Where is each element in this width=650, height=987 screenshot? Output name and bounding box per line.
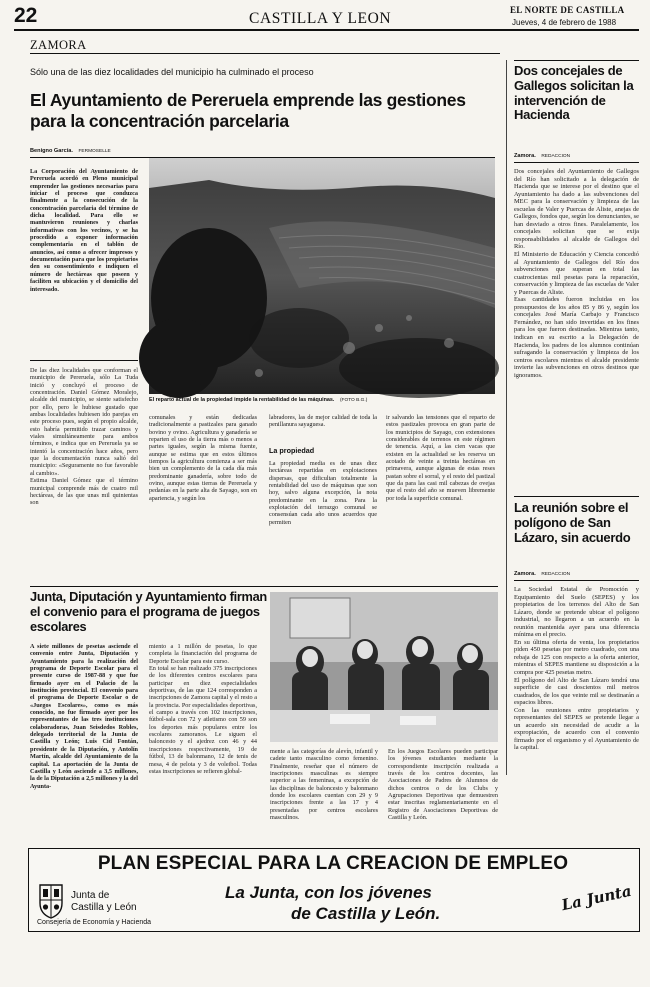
- lazaro-byline: [514, 571, 570, 577]
- logo-text-line2: Castilla y León: [71, 902, 137, 913]
- ad-department: Consejería de Economía y Hacienda: [37, 919, 152, 926]
- junta-body-col4: En los Juegos Escolares pueden participar los jóvenes estudiantes mediante la correspondiente inscripción realizada a través de los centros docentes, las Asociaciones de Padres de Alumnos de dichos centros o de los Clubs y Agrupaciones Deportivas que demuestren estar inscritas reglamentariamente en el Registro de Asociaciones Deportivas de Castilla y León.: [388, 748, 498, 822]
- gallegos-byline-place: Zamora.: [514, 153, 536, 159]
- page-number: 22: [14, 4, 38, 27]
- gallegos-byline-rule: [514, 162, 639, 163]
- zamora-rule: [30, 53, 500, 54]
- gallegos-byline: [514, 153, 570, 159]
- byline-place: FERMOSELLE: [78, 149, 111, 154]
- junta-body-col3: mente a las categorías de alevín, infantil y cadete tanto masculino como femenino. Finalmente, reseñar que el número de inscripciones masculinas es siempre superior a las femeninas, a excepción de las disciplinas de baloncesto y balonmano donde los escolares cuentan con 29 y 9 inscripciones frente a las 17 y 4 presentadas por centros escolares masculinos.: [270, 748, 378, 822]
- photo-credit: (FOTO B.G.): [339, 398, 368, 403]
- ad-slogan-line2: de Castilla y León.: [291, 904, 441, 923]
- gallegos-top-rule: [514, 60, 639, 61]
- junta-headline: Junta, Diputación y Ayuntamiento firman el convenio para el programa de juegos escolares: [30, 589, 267, 634]
- pereruela-byline: [30, 148, 230, 154]
- header-rule: [14, 29, 639, 31]
- lazaro-byline-rule: [514, 580, 639, 581]
- pereruela-lead: La Corporación del Ayuntamiento de Pereruela acordó en Pleno municipal emprender las gestiones necesarias para iniciar el proceso que conduzca finalmente a la consecución de la concentración parcelaria del término de dicha localidad. Para ello se mantuvieron reuniones y charlas informativas con los vecinos, y se ha procedido a exponer información complementaria en el tablón de anuncios, así como a ofrecer impresos y documentación para que los propietarios den su consentimiento e indiquen el número de hectáreas que poseen y faciliten su ubicación y el domicilio del interesado.: [30, 168, 138, 293]
- zamora-label: ZAMORA: [30, 38, 87, 52]
- coat-of-arms-icon: [37, 881, 65, 919]
- right-column-divider: [506, 60, 507, 775]
- gallegos-body: Dos concejales del Ayuntamiento de Gallegos del Río han solicitado a la delegación de Hacienda que se interese por el destino que el Ayuntamiento ha dado a las subvenciones del MEC para la conservación y limpieza de las escuelas de Valer y Puercas de Aliste, anejas de Gallegos, fondos que, según los denunciantes, se han desviado a otros fines. Paralelamente, los concejales solicitan que se exija responsabilidades al alcalde de Gallegos del Río. El Ministerio de Educación y Ciencia concedió al Ayuntamiento de Gallegos del Río dos subvenciones que superan en total las cuatrocientas mil pesetas para la reparación, conservación y limpieza de las escuelas de Valer y Puercas de Aliste. Esas cantidades fueron incluidas en los presupuestos de los años 85 y 86 y, según los concejales José María Carbajo y Francisco Fernández, no han sido invertidas en los fines para los que fueron destinadas. Mientras tanto, indican en su escrito a la Delegación de Hacienda, los padres de los alumnos continúan sufragando la conservación y limpieza de los centros escolares mientras el alcalde presidente invierte las subvenciones en otros destinos que ignoramos.: [514, 168, 639, 379]
- signing-photo-image: [270, 592, 498, 742]
- ad-slogan-line1: La Junta, con los jóvenes: [225, 883, 432, 902]
- field-photo: [149, 158, 495, 394]
- pereruela-body-col3b: La propiedad media es de unas diez hectáreas repartidas en explotaciones dispersas, que dificultan totalmente la rentabilidad del uso de máquinas que son hoy, salvo alguna excepción, la nota predominante en la zona. Para la explotación del terrazgo comunal se consensúan cada año unos acuerdos que permiten: [269, 460, 377, 526]
- logo-text-line1: Junta de: [71, 890, 110, 901]
- byline-author: Benigno García.: [30, 148, 73, 154]
- junta-top-rule: [30, 586, 498, 587]
- zamora-kicker: Sólo una de las diez localidades del municipio ha culminado el proceso: [30, 67, 314, 77]
- gallegos-byline-agency: REDACCION: [541, 154, 571, 159]
- issue-date: Jueves, 4 de febrero de 1988: [512, 18, 617, 27]
- ad-signature: La Junta: [559, 881, 634, 915]
- junta-body-col2: miento a 1 millón de pesetas, lo que completa la financiación del programa de Deporte Escolar para este curso. En total se han realizado 375 inscripciones de los diferentes centros escolares para participar en diez especialidades deportivas, de las que 124 corresponden a inscripciones de Zamora capital y el resto a la provincia. Por especialidades deportivas, el campo a través con 102 inscripciones, fútbol-sala con 72 y atletismo con 59 son los deportes más populares entre los escolares zamoranos. Le siguen el baloncesto y el ajedrez con 46 y 44 inscripciones respectivamente, 19 de fútbol, 13 de balonmano, 12 de tenis de mesa, 4 de pelota y 3 de voleibol. Todas estas inscripciones se refieren global-: [149, 643, 257, 775]
- employment-ad: [28, 848, 640, 932]
- field-photo-image: [149, 158, 495, 394]
- signing-photo: [270, 592, 498, 742]
- caption-text: El reparto actual de la propiedad impide la rentabilidad de las máquinas.: [149, 397, 335, 403]
- newspaper-name: EL NORTE DE CASTILLA: [510, 5, 625, 15]
- ad-headline: PLAN ESPECIAL PARA LA CREACION DE EMPLEO: [97, 853, 569, 874]
- lazaro-body: La Sociedad Estatal de Promoción y Equipamiento del Suelo (SEPES) y los propietarios de los terrenos del Alto de San Lázaro, donde se pretende ubicar el polígono industrial, no llegaron a un acuerdo en la reunión mantenida ayer para una diferencia mínima en el precio. En su última oferta de venta, los propietarios piden 450 pesetas por metro cuadrado, con una rebaja de 125 con respecto a la oferta anterior, mientras el SEPES mantiene su disposición a la compra por 425 pesetas metro. El polígono del Alto de San Lázaro tendrá una superficie de casi doscientos mil metros cuadrados, de los que veinte mil se destinarán a espacios libres. Con las reuniones entre propietarios y representantes del SEPES se pretende llegar a un acuerdo sin necesidad de acudir a la expropiación, de acuerdo con el convenio firmado por el organismo y el Ayuntamiento de la capital.: [514, 586, 639, 752]
- field-photo-caption: [149, 397, 495, 403]
- junta-logo: [37, 881, 65, 919]
- junta-lead: A siete millones de pesetas asciende el convenio entre Junta, Diputación y Ayuntamiento para la realización del programa de Deporte Escolar para el presente curso de 1987-88 y que fue firmado ayer en el Palacio de la institución provincial. El convenio para el programa de Deporte Escolar o de «Juegos Escolares», como es más conocido, no fue firmado ayer por los representantes de las tres instituciones colaboradoras, Juan Seisdedos Robles, delegado territorial de la Junta de Castilla y León; Luis Cid Fontán, presidente de la Diputación, y Antolín Martín, alcalde del Ayuntamiento de la capital. La aportación de la Junta de Castilla y León asciende a 3,5 millones, la de la Diputación a 2,5 millones y la del Ayunta-: [30, 643, 138, 790]
- lazaro-byline-place: Zamora.: [514, 571, 536, 577]
- pereruela-body-col1: De las diez localidades que conforman el municipio de Pereruela, sólo La Tuda inició y concluyó el proceso de concentración. Daniel Gómez Moralejo, alcalde del municipio, se siente satisfecho por ello, pero le hubiese gustado que ambas localidades hubiesen ido parejas en este proceso pues, según el propio alcalde, esto habría permitido trazar caminos y viales simultáneamente para ambos términos, e indica que en Pereruela ya se intentó la concentración hace años, pero que la documentación nunca salió del municipio: «Seguramente no fue favorable al cambio». Estima Daniel Gómez que el término municipal comprende más de cuatro mil hectáreas, de las que unas mil quinientas son: [30, 367, 138, 507]
- pereruela-body-col3a: labradores, las de mejor calidad de toda la penillanura sayaguesa.: [269, 414, 377, 429]
- lazaro-headline: La reunión sobre el polígono de San Lázaro, sin acuerdo: [514, 500, 631, 545]
- pereruela-body-col2: comunales y están dedicadas tradicionalmente a pastizales para ganado bovino y ovino. Agricultura y ganadería se reparten el uso de la tierra más o menos a partes iguales, según la misma fuente, aunque se estima que en estos últimos tiempos la agricultura comienza a ser más bien un complemento de la cada día más predominante ganadería, sobre todo de ovino, aunque estas tierras de Pereruela y pedanías en la parte alta de Sayago, son en apariencia, y según los: [149, 414, 257, 502]
- section-title: CASTILLA Y LEON: [249, 10, 392, 27]
- propiedad-subhead: La propiedad: [269, 446, 315, 455]
- pereruela-headline: El Ayuntamiento de Pereruela emprende las gestiones para la concentración parcelaria: [30, 90, 466, 131]
- lazaro-top-rule: [514, 496, 639, 497]
- pereruela-body-col4: ir salvando las tensiones que el reparto de estos pastizales provoca en gran parte de los municipios de Sayago, con extensiones considerables de terrenos en este régimen de tenencia. Aquí, a las cien vacas que existen en la actualidad se les reserva un acotado de veinte a treinta hectáreas en primavera, aunque algunas de estas reses pastan sobre el sorral, y el resto del pastizal que da para las casi mil cabezas de ovejas que el resto del año se mueven libremente por toda la superficie comunal.: [386, 414, 495, 502]
- lead-rule: [30, 360, 138, 361]
- lazaro-byline-agency: REDACCION: [541, 572, 571, 577]
- gallegos-headline: Dos concejales de Gallegos solicitan la intervención de Hacienda: [514, 63, 634, 123]
